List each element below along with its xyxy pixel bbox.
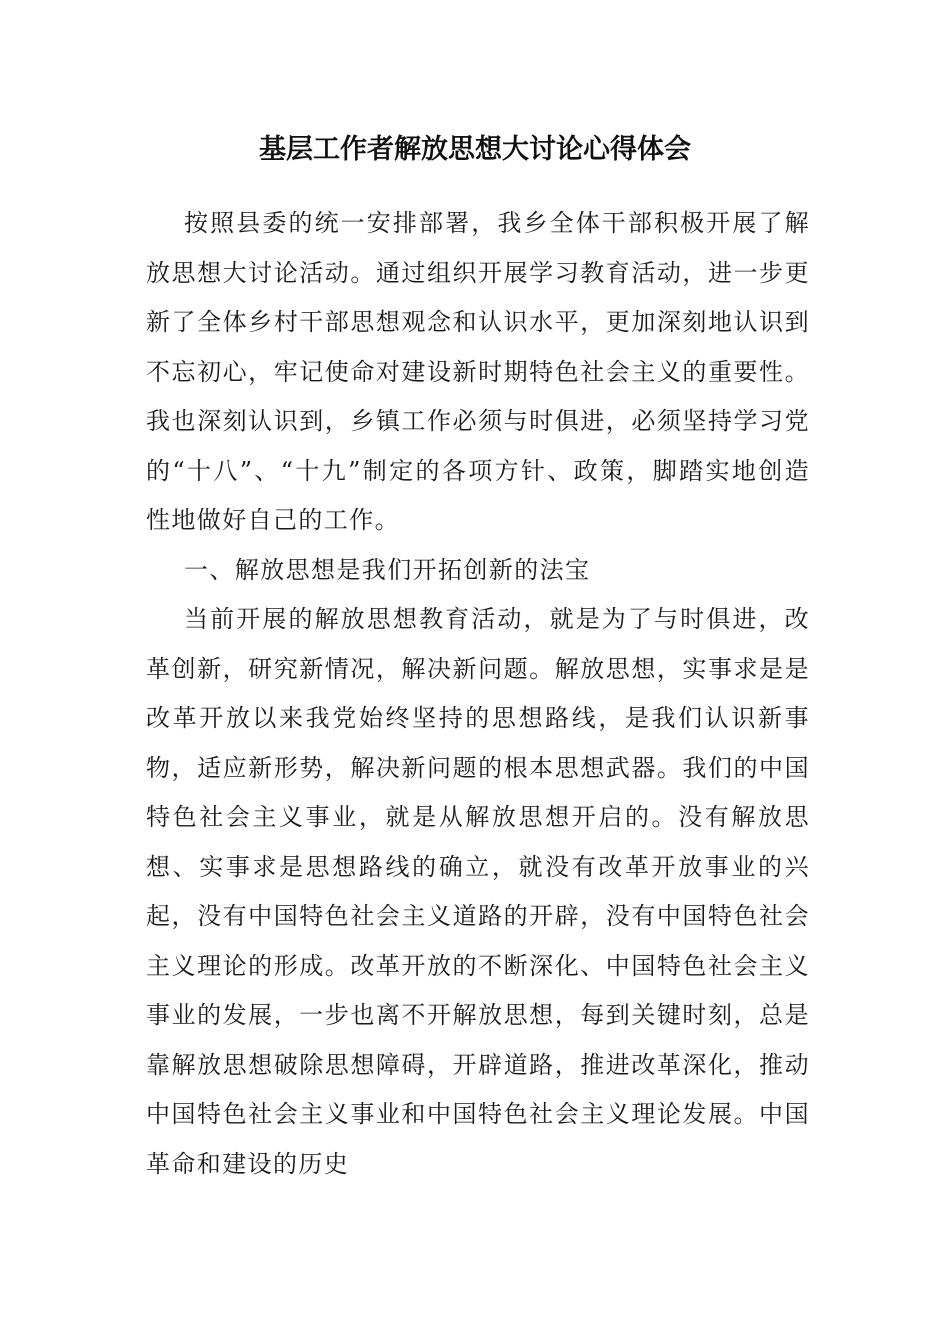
paragraph-section-1: 当前开展的解放思想教育活动，就是为了与时俱进，改革创新，研究新情况，解决新问题。解放思想，实事求是是改革开放以来我党始终坚持的思想路线，是我们认识新事物，适应新形势，解决新问题的根本思想武器。我们的中国特色社会主义事业，就是从解放思想开启的。没有解放思想、实事求是思想路线的确立，就没有改革开放事业的兴起，没有中国特色社会主义道路的开辟，没有中国特色社会主义理论的形成。改革开放的不断深化、中国特色社会主义事业的发展，一步也离不开解放思想，每到关键时刻，总是靠解放思想破除思想障碍，开辟道路，推进改革深化，推动中国特色社会主义事业和中国特色社会主义理论发展。中国革命和建设的历史 [146, 605, 810, 1178]
section-heading: 一、解放思想是我们开拓创新的法宝 [184, 555, 591, 584]
document-title: 基层工作者解放思想大讨论心得体会 [259, 134, 691, 165]
paragraph-intro: 按照县委的统一安排部署，我乡全体干部积极开展了解放思想大讨论活动。通过组织开展学习教育活动，进一步更新了全体乡村干部思想观念和认识水平，更加深刻地认识到不忘初心，牢记使命对建设新时期特色社会主义的重要性。我也深刻认识到，乡镇工作必须与时俱进，必须坚持学习党的“十八”、“十九”制定的各项方针、政策，脚踏实地创造性地做好自己的工作。 [146, 209, 810, 534]
document-body [146, 199, 810, 1189]
